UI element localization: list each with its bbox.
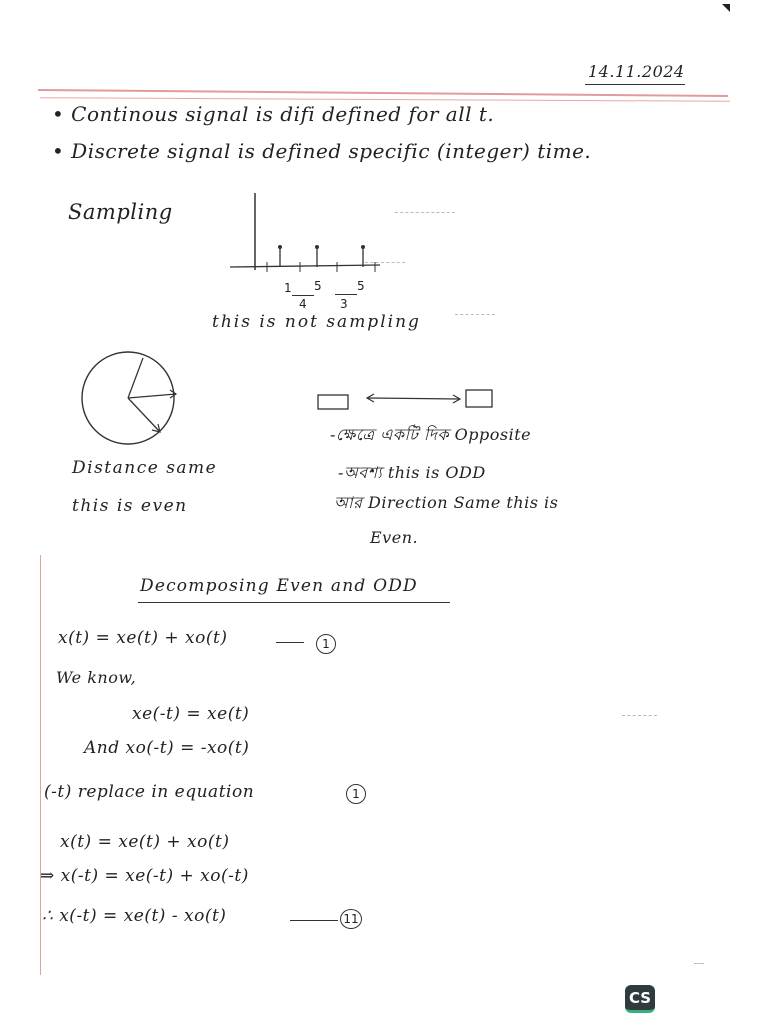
bengali-note-odd: -অবশ্য this is ODD	[338, 463, 486, 482]
equation-marker-1: 1	[316, 634, 336, 654]
tick-label-1: 1	[284, 281, 292, 295]
equation-marker-ref: 1	[346, 784, 366, 804]
we-know-text: We know,	[56, 668, 137, 687]
equation-marker-2: 11	[340, 909, 362, 929]
sample-point-3	[361, 245, 365, 249]
replace-text: (-t) replace in equation	[44, 782, 255, 802]
not-sampling-caption: this is not sampling	[212, 312, 421, 332]
section-title-underline	[138, 602, 450, 603]
sample-point-2	[315, 245, 319, 249]
even-note: Even.	[370, 528, 419, 547]
camscanner-logo-icon: CS	[625, 985, 655, 1013]
distance-same-note: Distance same	[72, 458, 218, 478]
date-text: 14.11.2024	[588, 62, 685, 81]
bengali-note-direction-same: আর Direction Same this is	[334, 493, 559, 512]
circle-sketch	[68, 350, 188, 450]
tick-label-4: 4	[299, 297, 307, 311]
tick-label-5b: 5	[357, 279, 365, 293]
equation-substitute: ⇒ x(-t) = xe(-t) + xo(-t)	[40, 866, 249, 886]
sampling-heading: Sampling	[68, 200, 173, 224]
sample-point-1	[278, 245, 282, 249]
bullet-discrete-signal: • Discrete signal is defined specific (integer) time.	[52, 139, 592, 163]
margin-line	[40, 555, 41, 975]
x-axis-line	[230, 265, 380, 267]
ruled-header-line	[38, 89, 728, 97]
equation-restate: x(t) = xe(t) + xo(t)	[60, 832, 230, 852]
date-underline	[585, 84, 685, 85]
equation-1: x(t) = xe(t) + xo(t)	[58, 628, 228, 648]
equation-result: ∴ x(-t) = xe(t) - xo(t)	[42, 906, 227, 926]
section-title: Decomposing Even and ODD	[140, 576, 418, 596]
bengali-note-opposite: -ক্ষেত্রে একটি দিক Opposite	[330, 425, 532, 444]
bullet-continuous-signal: • Continous signal is difi defined for all t.	[52, 102, 495, 126]
this-is-even-note: this is even	[72, 496, 188, 516]
odd-property-equation: And xo(-t) = -xo(t)	[84, 738, 250, 758]
even-property-equation: xe(-t) = xe(t)	[132, 704, 250, 724]
tick-label-5a: 5	[314, 279, 322, 293]
direction-sketch	[312, 385, 502, 415]
tick-label-3: 3	[340, 297, 348, 311]
corner-mark-icon	[722, 4, 730, 12]
